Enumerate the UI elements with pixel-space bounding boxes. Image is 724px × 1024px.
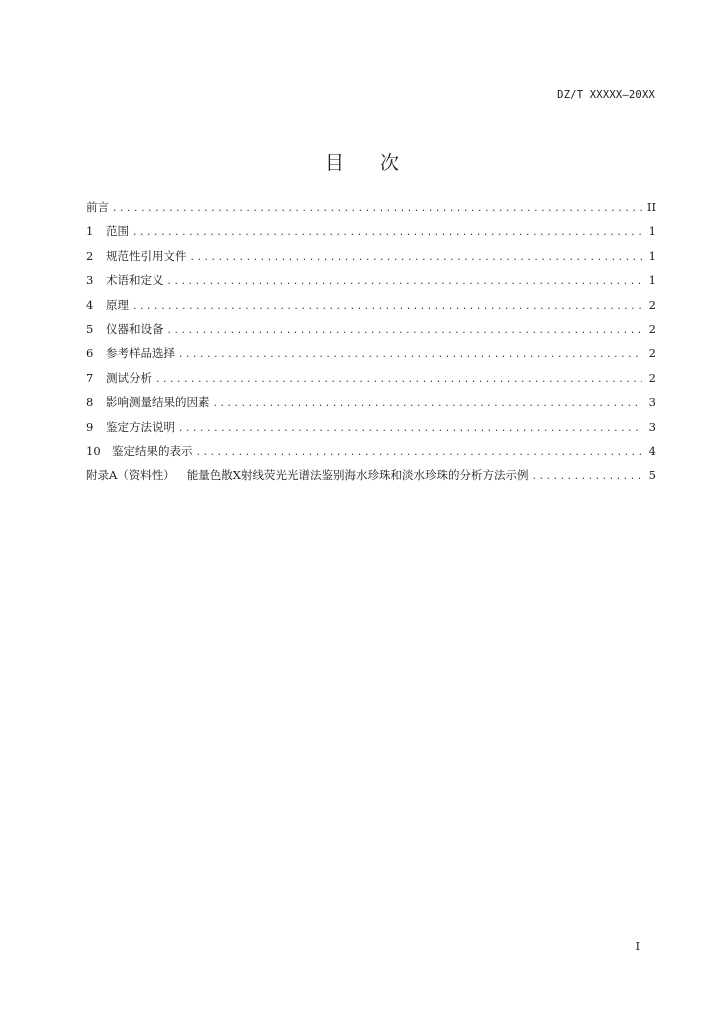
toc-entry-number: 5 (86, 321, 94, 336)
toc-leader-dots (178, 424, 642, 434)
toc-entry-page: 2 (648, 321, 656, 336)
toc-entry-page: 3 (648, 395, 656, 410)
toc-entry-label: 规范性引用文件 (106, 248, 187, 263)
toc-entry-influencing-factors[interactable] (86, 394, 656, 418)
toc-entry-label: 鉴定结果的表示 (112, 443, 193, 458)
toc-leader-dots (132, 302, 642, 312)
toc-leader-dots (532, 472, 643, 482)
toc-entry-reference-samples[interactable] (86, 345, 656, 369)
toc-leader-dots (155, 375, 642, 385)
toc-entry-page: 2 (648, 346, 656, 361)
toc-leader-dots (112, 204, 642, 214)
toc-entry-method-description[interactable] (86, 419, 656, 443)
toc-leader-dots (167, 277, 643, 287)
toc-leader-dots (213, 399, 643, 409)
toc-entry-number: 4 (86, 297, 94, 312)
toc-entry-label: 影响测量结果的因素 (106, 395, 210, 410)
toc-entry-appendix-a[interactable] (86, 467, 656, 491)
toc-entry-scope[interactable] (86, 223, 656, 247)
toc-title (0, 148, 724, 175)
toc-entry-number: 8 (86, 395, 94, 410)
toc-entry-principle[interactable] (86, 297, 656, 321)
toc-entry-label: 仪器和设备 (106, 321, 164, 336)
toc-entry-terms-definitions[interactable] (86, 272, 656, 296)
toc-entry-test-analysis[interactable] (86, 370, 656, 394)
toc-entry-label: 范围 (106, 224, 129, 239)
toc-entry-number: 10 (86, 443, 101, 458)
toc-list (86, 199, 656, 492)
toc-entry-number: 9 (86, 419, 94, 434)
toc-leader-dots (167, 326, 643, 336)
toc-leader-dots (190, 253, 643, 263)
toc-entry-number: 6 (86, 346, 94, 361)
toc-title-char-1: 目 (324, 152, 344, 174)
toc-entry-page: 1 (648, 273, 656, 288)
toc-entry-label: 原理 (106, 297, 129, 312)
toc-entry-page: 2 (648, 297, 656, 312)
toc-entry-page: 4 (648, 443, 656, 458)
toc-leader-dots (178, 350, 642, 360)
toc-entry-label (86, 467, 532, 483)
toc-entry-page: II (646, 200, 656, 214)
toc-entry-page: 1 (648, 248, 656, 263)
toc-entry-label: 术语和定义 (106, 273, 164, 288)
standard-code: DZ/T XXXXX—20XX (557, 89, 655, 101)
toc-entry-result-expression[interactable] (86, 443, 656, 467)
toc-entry-label: 参考样品选择 (106, 346, 175, 361)
page-number: I (635, 940, 640, 953)
toc-entry-number: 7 (86, 370, 94, 385)
toc-entry-normative-references[interactable] (86, 248, 656, 272)
toc-entry-label: 前言 (86, 200, 109, 214)
toc-entry-instruments[interactable] (86, 321, 656, 345)
toc-entry-page: 5 (648, 468, 656, 483)
toc-entry-page: 2 (648, 370, 656, 385)
toc-entry-page: 3 (648, 419, 656, 434)
appendix-prefix: 附录A（资料性） (86, 468, 175, 483)
toc-entry-page: 1 (648, 224, 656, 239)
toc-title-char-2: 次 (380, 152, 400, 174)
toc-leader-dots (132, 228, 642, 238)
toc-entry-number: 1 (86, 224, 94, 239)
toc-entry-foreword[interactable] (86, 199, 656, 223)
appendix-title: 能量色散X射线荧光光谱法鉴别海水珍珠和淡水珍珠的分析方法示例 (186, 468, 529, 483)
toc-leader-dots (196, 448, 643, 458)
toc-entry-number: 3 (86, 273, 94, 288)
toc-entry-label: 鉴定方法说明 (106, 419, 175, 434)
toc-entry-label: 测试分析 (106, 370, 152, 385)
toc-entry-number: 2 (86, 248, 94, 263)
